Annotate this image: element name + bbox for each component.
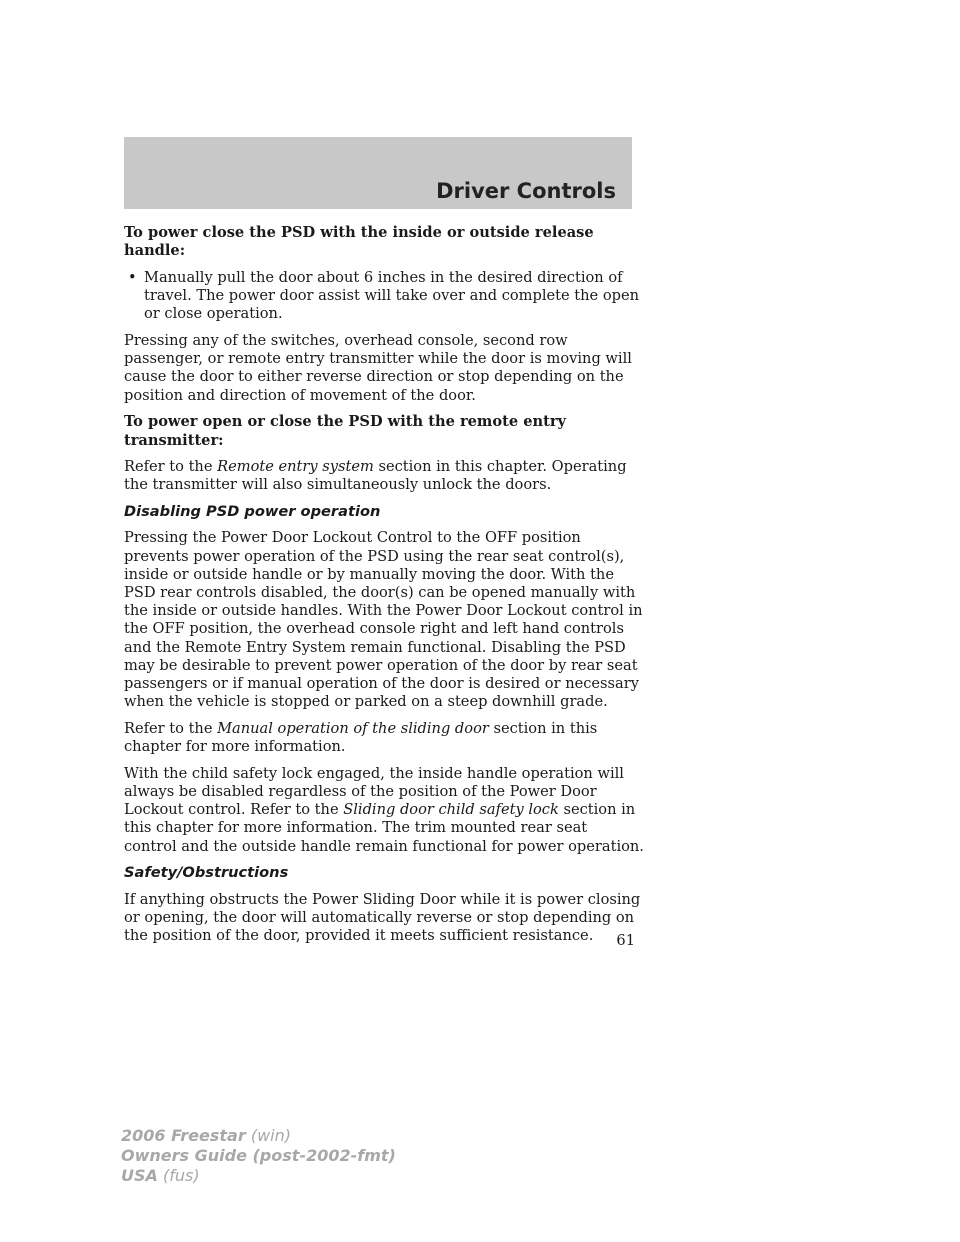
child-safety-text-post: section in this chapter for more information. The trim mounted rear seat control and the outside handle remain functional for power operation. <box>124 801 644 855</box>
bullet-mark: • <box>128 268 137 286</box>
remote-entry-paragraph <box>124 458 644 494</box>
remote-entry-text-post: section in this chapter. Operating the transmitter will also simultaneously unlock the doors. <box>124 458 627 494</box>
safety-obstructions-heading: Safety/Obstructions <box>124 864 289 882</box>
power-close-heading: To power close the PSD with the inside or outside release handle: <box>124 224 594 260</box>
lockout-control-paragraph: Pressing the Power Door Lockout Control to the OFF position prevents power operation of the PSD using the rear seat control(s), inside or outside handle or by manually moving the door. With the PSD rear controls disabled, the door(s) can be opened manually with the inside or outside handles. With the Power Door Lockout control in the OFF position, the overhead console right and left hand controls and the Remote Entry System remain functional. Disabling the PSD may be desirable to prevent power operation of the door by rear seat passengers or if manual operation of the door is desired or necessary when the vehicle is stopped or parked on a steep downhill grade. <box>124 529 643 711</box>
manual-operation-reference: Manual operation of the sliding door <box>217 719 489 737</box>
footer-line-market <box>121 1166 396 1186</box>
bullet-text: Manually pull the door about 6 inches in the desired direction of travel. The power door assist will take over and complete the open or close operation. <box>144 268 639 323</box>
page-body <box>124 224 644 954</box>
footer-guide: Owners Guide (post-2002-fmt) <box>121 1146 396 1165</box>
footer-market: USA <box>121 1166 158 1185</box>
manual-operation-text-pre: Refer to the <box>124 719 218 737</box>
child-safety-reference: Sliding door child safety lock <box>343 801 559 819</box>
footer-model-code: (win) <box>245 1126 291 1145</box>
child-safety-lock-paragraph <box>124 765 644 856</box>
page-number: 61 <box>616 932 635 949</box>
chapter-title: Driver Controls <box>436 179 616 203</box>
remote-entry-heading: To power open or close the PSD with the remote entry transmitter: <box>124 413 567 449</box>
footer-model: 2006 Freestar <box>121 1126 246 1145</box>
footer-line-guide <box>121 1146 396 1166</box>
manual-operation-text-post: section in this chapter for more information. <box>124 719 598 756</box>
disabling-psd-heading: Disabling PSD power operation <box>124 503 381 521</box>
switch-reverse-paragraph: Pressing any of the switches, overhead console, second row passenger, or remote entry transmitter while the door is moving will cause the door to either reverse direction or stop depending on the position and direction of movement of the door. <box>124 332 632 404</box>
remote-entry-reference: Remote entry system <box>217 458 374 476</box>
obstruction-paragraph: If anything obstructs the Power Sliding Door while it is power closing or opening, the door will automatically reverse or stop depending on the position of the door, provided it meets sufficient resistance. <box>124 890 641 944</box>
footer-line-model <box>121 1126 396 1146</box>
bullet-item <box>124 269 644 324</box>
document-footer <box>121 1126 396 1186</box>
chapter-header-band <box>124 137 632 209</box>
footer-market-code: (fus) <box>157 1166 200 1185</box>
child-safety-text-pre: With the child safety lock engaged, the inside handle operation will always be disabled regardless of the position of the Power Door Lockout control. Refer to the <box>124 764 624 819</box>
manual-operation-paragraph <box>124 720 644 756</box>
remote-entry-text-pre: Refer to the <box>124 458 218 476</box>
